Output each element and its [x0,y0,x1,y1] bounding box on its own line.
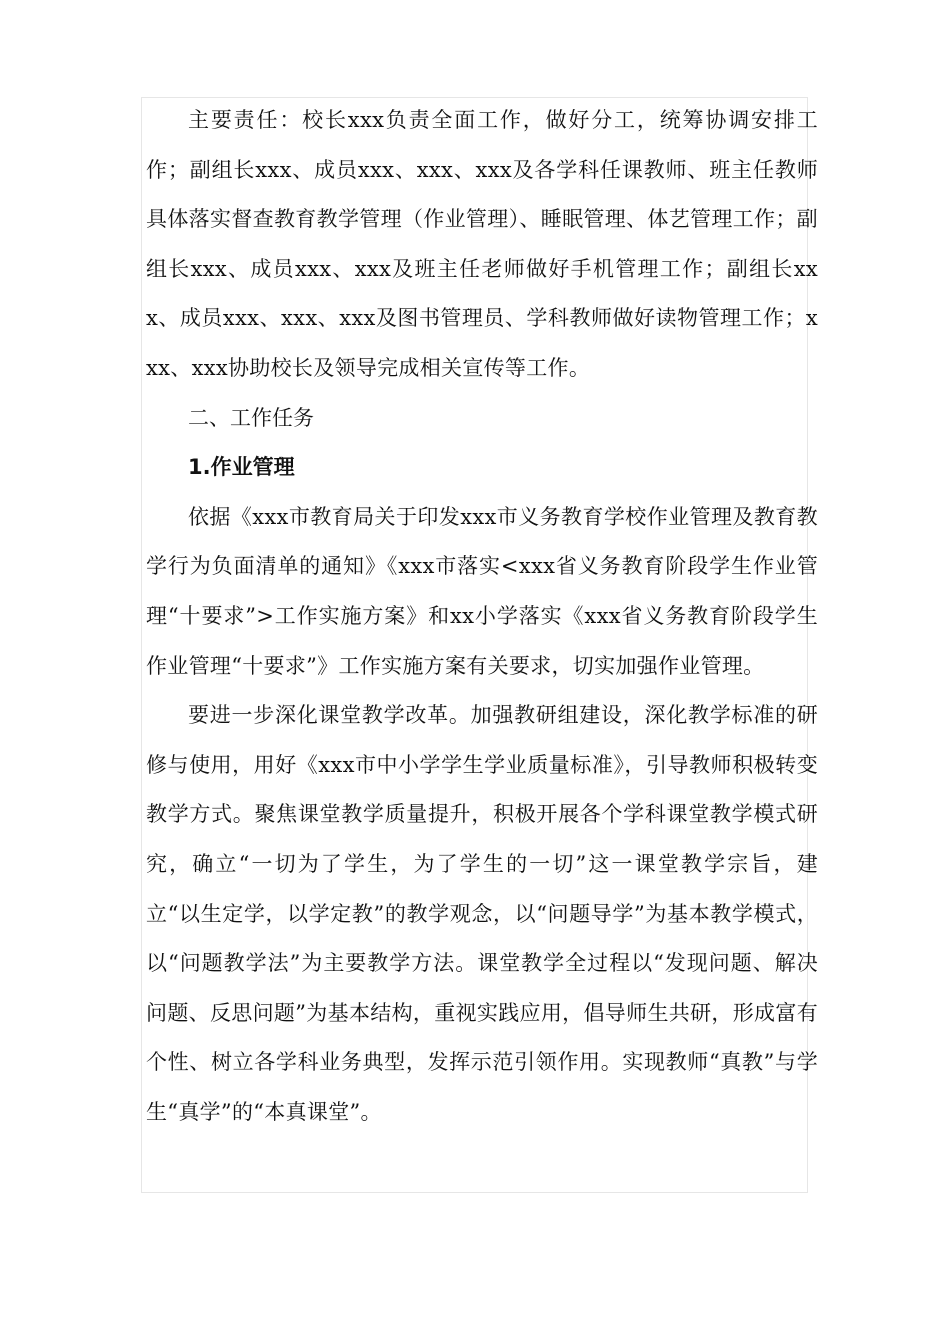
responsibilities-paragraph: 主要责任：校长xxx负责全面工作，做好分工，统筹协调安排工作；副组长xxx、成员xxx、xxx、xxx及各学科任课教师、班主任教师具体落实督查教育教学管理（作业管理）、睡眠管理、体艺管理工作；副组长xxx、成员xxx、xxx及班主任老师做好手机管理工作；副组长xxx、成员xxx、xxx、xxx及图书管理员、学科教师做好读物管理工作；xxx、xxx协助校长及领导完成相关宣传等工作。 [146,108,818,380]
section-heading-work-tasks: 二、工作任务 [188,405,314,430]
basis-paragraph: 依据《xxx市教育局关于印发xxx市义务教育学校作业管理及教育教学行为负面清单的通知》《xxx市落实<xxx省义务教育阶段学生作业管理“十要求”>工作实施方案》和xx小学落实《xxx省义务教育阶段学生作业管理“十要求”》工作实施方案有关要求，切实加强作业管理。 [146,504,818,678]
subsection-heading-homework-management: 1.作业管理 [188,455,295,480]
document-body [146,96,818,1137]
classroom-reform-paragraph: 要进一步深化课堂教学改革。加强教研组建设，深化教学标准的研修与使用，用好《xxx市中小学学生学业质量标准》，引导教师积极转变教学方式。聚焦课堂教学质量提升，积极开展各个学科课堂教学模式研究，确立“一切为了学生，为了学生的一切”这一课堂教学宗旨，建立“以生定学，以学定教”的教学观念，以“问题导学”为基本教学模式，以“问题教学法”为主要教学方法。课堂教学全过程以“发现问题、解决问题、反思问题”为基本结构，重视实践应用，倡导师生共研，形成富有个性、树立各学科业务典型，发挥示范引领作用。实现教师“真教”与学生“真学”的“本真课堂”。 [146,703,818,1124]
